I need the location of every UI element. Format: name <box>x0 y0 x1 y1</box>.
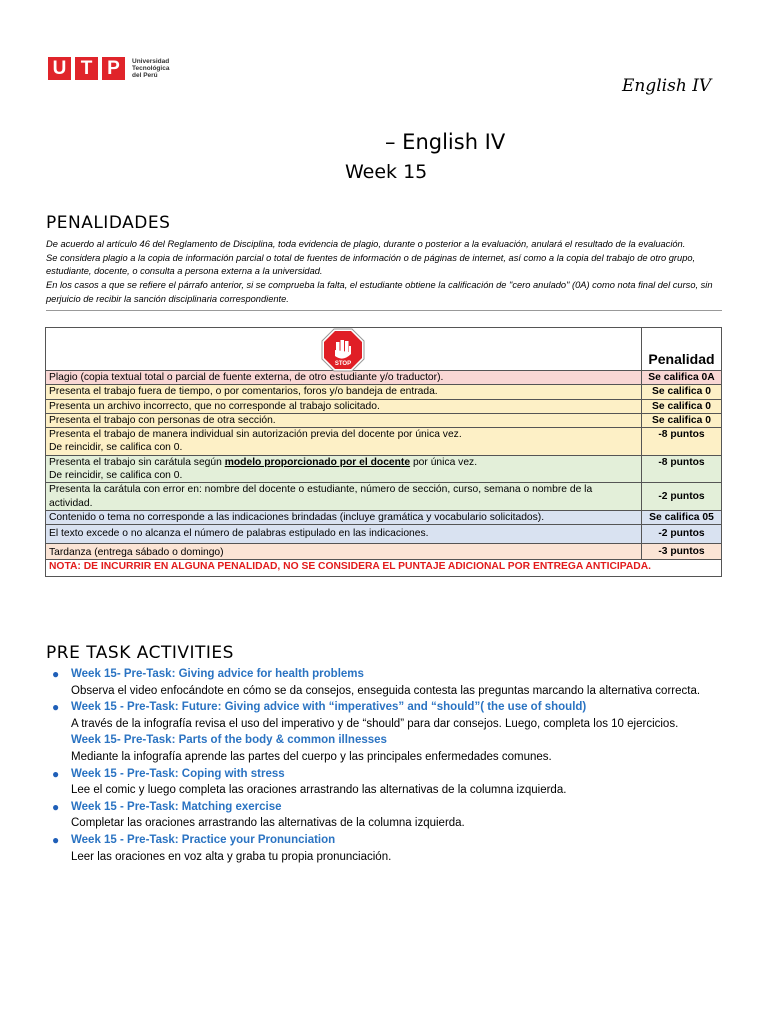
penalty-description: El texto excede o no alcanza el número de palabras estipulado en las indicaciones. <box>46 525 642 543</box>
logo-text-line: del Perú <box>132 72 158 79</box>
header-course-title: English IV <box>622 76 712 96</box>
activity-description: Leer las oraciones en voz alta y graba tu propia pronunciación. <box>71 850 392 863</box>
list-item <box>48 699 728 732</box>
document-title: – English IV <box>385 130 506 154</box>
utp-logo <box>48 57 182 80</box>
table-row <box>46 510 722 524</box>
activity-link[interactable]: Week 15 - Pre-Task: Coping with stress <box>71 767 285 780</box>
penalty-description: Contenido o tema no corresponde a las indicaciones brindadas (incluye gramática y vocabulario solicitados). <box>46 510 642 524</box>
logo-text <box>132 58 182 79</box>
penalty-description: Presenta el trabajo con personas de otra sección. <box>46 413 642 427</box>
penalty-value: -8 puntos <box>642 455 722 483</box>
penalty-description-part: Presenta el trabajo sin carátula según <box>49 456 225 468</box>
penalty-value: -8 puntos <box>642 428 722 456</box>
penalty-description: Presenta la carátula con error en: nombre del docente o estudiante, número de sección, curso, semana o nombre de la actividad. <box>46 483 642 511</box>
penalidades-text <box>46 238 722 307</box>
list-item <box>48 766 728 799</box>
penalty-note: NOTA: DE INCURRIR EN ALGUNA PENALIDAD, NO SE CONSIDERA EL PUNTAJE ADICIONAL POR ENTREGA ANTICIPADA. <box>46 559 722 576</box>
bullet-icon: ● <box>52 799 60 814</box>
penalidades-heading: PENALIDADES <box>46 213 171 233</box>
stop-sign-icon <box>321 328 365 372</box>
table-row <box>46 543 722 559</box>
pretask-list <box>48 666 728 865</box>
table-row <box>46 399 722 413</box>
list-item <box>48 666 728 699</box>
penalty-value: Se califica 0 <box>642 385 722 399</box>
activity-description: Observa el video enfocándote en cómo se da consejos, enseguida contesta las preguntas marcando la alternativa correcta. <box>71 684 701 697</box>
penalty-description-line: De reincidir, se califica con 0. <box>49 470 183 482</box>
table-row <box>46 385 722 399</box>
activity-link[interactable]: Week 15- Pre-Task: Giving advice for health problems <box>71 668 364 680</box>
penalties-table <box>45 327 722 577</box>
penalidades-paragraph: De acuerdo al artículo 46 del Reglamento de Disciplina, toda evidencia de plagio, durante o posterior a la evaluación, anulará el resultado de la evaluación. <box>46 239 686 249</box>
table-row <box>46 525 722 543</box>
table-header-penalty: Penalidad <box>642 328 722 371</box>
activity-link[interactable]: Week 15 - Pre-Task: Practice your Pronunciation <box>71 833 336 846</box>
pretask-heading: PRE TASK ACTIVITIES <box>46 643 234 663</box>
table-header-stop-cell <box>46 328 642 371</box>
activity-description: Completar las oraciones arrastrando las alternativas de la columna izquierda. <box>71 817 465 830</box>
penalty-description-line: De reincidir, se califica con 0. <box>49 442 183 454</box>
logo-letter-t: T <box>75 57 98 80</box>
bullet-icon: ● <box>52 766 60 781</box>
penalty-description <box>46 428 642 456</box>
logo-text-line: Universidad <box>132 58 170 65</box>
penalty-description-part: por única vez. <box>410 456 478 468</box>
table-row <box>46 413 722 427</box>
bullet-icon: ● <box>52 700 60 715</box>
list-item <box>48 732 728 765</box>
list-item <box>48 799 728 832</box>
penalty-value: Se califica 0A <box>642 371 722 385</box>
logo-text-line: Tecnológica <box>132 65 170 72</box>
list-item <box>48 832 728 865</box>
logo-letter-u: U <box>48 57 71 80</box>
activity-link[interactable]: Week 15- Pre-Task: Parts of the body & common illnesses <box>71 734 387 747</box>
divider <box>46 310 722 311</box>
stop-sign-label: STOP <box>334 361 352 367</box>
penalty-description: Presenta el trabajo fuera de tiempo, o por comentarios, foros y/o bandeja de entrada. <box>46 385 642 399</box>
table-row <box>46 455 722 483</box>
penalty-value: Se califica 0 <box>642 413 722 427</box>
penalidades-paragraph: Se considera plagio a la copia de información parcial o total de fuentes de información o de páginas de internet, así como a la copia del trabajo de otro grupo, estudiante, docente, o consulta a persona externa a la universidad. <box>46 252 696 277</box>
penalty-value: Se califica 05 <box>642 510 722 524</box>
table-row <box>46 371 722 385</box>
activity-link[interactable]: Week 15 - Pre-Task: Future: Giving advice with “imperatives” and “should”( the use of should) <box>71 701 587 714</box>
activity-description: Lee el comic y luego completa las oraciones arrastrando las alternativas de la columna izquierda. <box>71 784 567 797</box>
table-row <box>46 483 722 511</box>
penalty-description-line: Presenta el trabajo de manera individual sin autorización previa del docente por única vez. <box>49 429 462 441</box>
penalty-value: -3 puntos <box>642 543 722 559</box>
penalty-description: Plagio (copia textual total o parcial de fuente externa, de otro estudiante y/o traductor). <box>46 371 642 385</box>
penalty-description: Tardanza (entrega sábado o domingo) <box>46 543 642 559</box>
table-row <box>46 428 722 456</box>
table-note-row <box>46 559 722 576</box>
penalidades-paragraph: En los casos a que se refiere el párrafo anterior, si se comprueba la falta, el estudiante obtiene la calificación de "cero anulado" (0A) como nota final del curso, sin perjuicio de recibir la sanción disciplinaria correspondiente. <box>46 280 713 304</box>
activity-description: Mediante la infografía aprende las partes del cuerpo y las principales enfermedades comunes. <box>71 750 552 763</box>
activity-link[interactable]: Week 15 - Pre-Task: Matching exercise <box>71 800 282 813</box>
penalty-description <box>46 455 642 483</box>
document-week: Week 15 <box>345 161 428 183</box>
table-header-row <box>46 328 722 371</box>
penalty-description-emphasis: modelo proporcionado por el docente <box>224 456 411 468</box>
bullet-icon: ● <box>52 667 60 681</box>
penalty-value: -2 puntos <box>642 483 722 511</box>
penalty-value: Se califica 0 <box>642 399 722 413</box>
penalty-description: Presenta un archivo incorrecto, que no corresponde al trabajo solicitado. <box>46 399 642 413</box>
activity-description: A través de la infografía revisa el uso del imperativo y de “should” para dar consejos. Luego, completa los 10 ejercicios. <box>71 717 679 730</box>
logo-letter-p: P <box>102 57 125 80</box>
bullet-icon: ● <box>52 832 60 847</box>
penalty-value: -2 puntos <box>642 525 722 543</box>
